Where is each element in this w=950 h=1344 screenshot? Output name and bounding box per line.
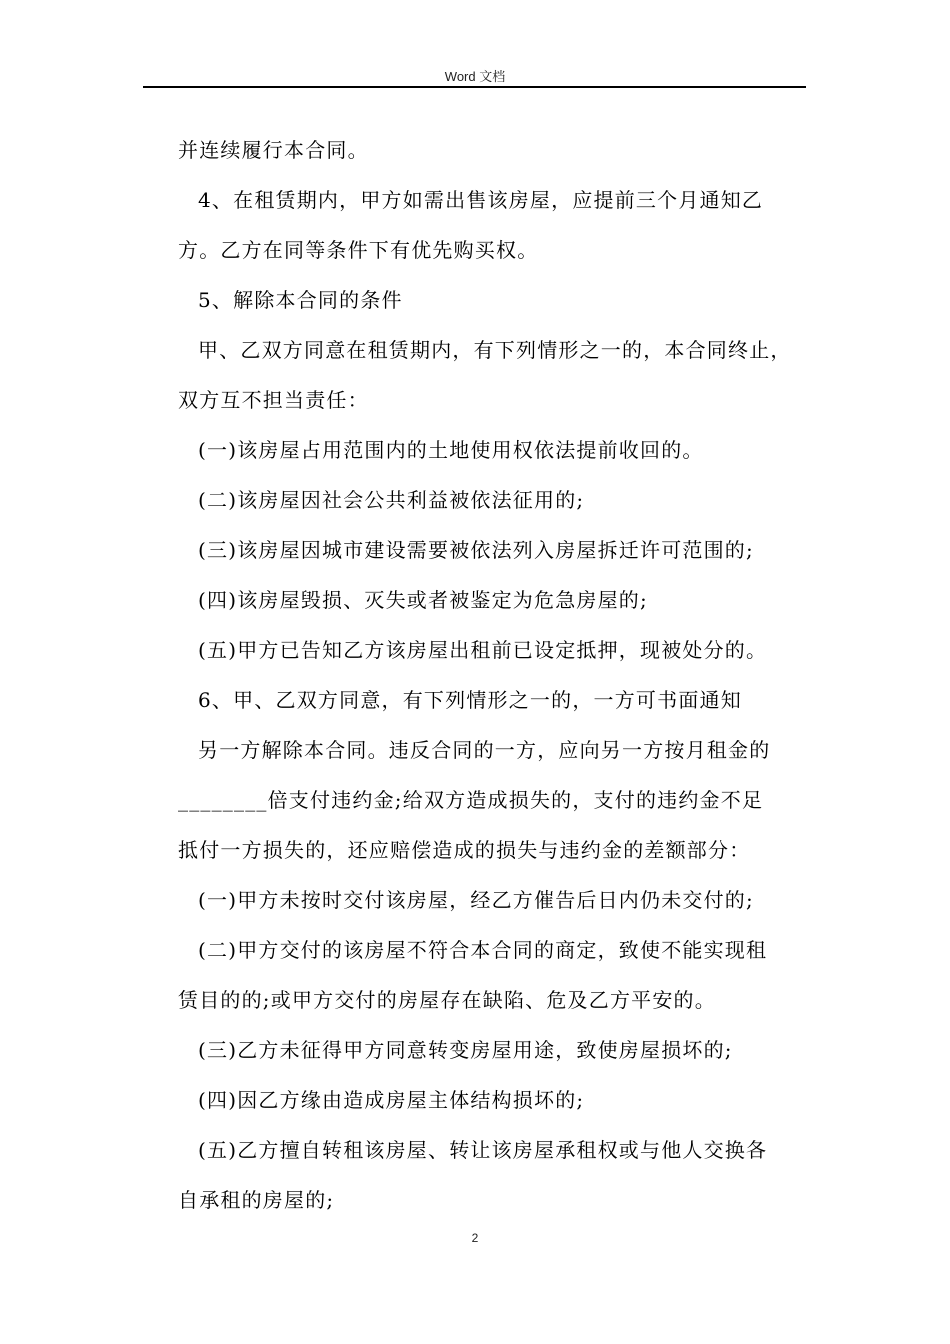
body-line: 甲、乙双方同意在租赁期内，有下列情形之一的，本合同终止，: [198, 338, 792, 362]
body-line: 赁目的的;或甲方交付的房屋存在缺陷、危及乙方平安的。: [178, 988, 716, 1012]
body-line: (四)该房屋毁损、灭失或者被鉴定为危急房屋的;: [198, 588, 648, 612]
body-line: 并连续履行本合同。: [178, 138, 369, 162]
header-title: Word 文档: [444, 69, 506, 84]
body-line: 抵付一方损失的，还应赔偿造成的损失与违约金的差额部分：: [178, 838, 751, 862]
body-line: 4、在租赁期内，甲方如需出售该房屋，应提前三个月通知乙: [198, 188, 764, 212]
body-line: 自承租的房屋的;: [178, 1188, 335, 1212]
body-line: (四)因乙方缘由造成房屋主体结构损坏的;: [198, 1088, 585, 1112]
body-line: (二)该房屋因社会公共利益被依法征用的;: [198, 488, 585, 512]
body-line: 6、甲、乙双方同意，有下列情形之一的，一方可书面通知: [198, 688, 742, 712]
body-line: (一)该房屋占用范围内的土地使用权依法提前收回的。: [198, 438, 704, 462]
body-line: (五)甲方已告知乙方该房屋出租前已设定抵押，现被处分的。: [198, 638, 768, 662]
body-line: 双方互不担当责任：: [178, 388, 369, 412]
body-line: (二)甲方交付的该房屋不符合本合同的商定，致使不能实现租: [198, 938, 768, 962]
body-line: (三)该房屋因城市建设需要被依法列入房屋拆迁许可范围的;: [198, 538, 754, 562]
body-line: (一)甲方未按时交付该房屋，经乙方催告后日内仍未交付的;: [198, 888, 754, 912]
body-line: ________倍支付违约金;给双方造成损失的，支付的违约金不足: [178, 788, 764, 812]
header-divider: [143, 86, 806, 88]
body-line: (五)乙方擅自转租该房屋、转让该房屋承租权或与他人交换各: [198, 1138, 768, 1162]
page-number: 2: [471, 1231, 479, 1245]
body-line: 方。乙方在同等条件下有优先购买权。: [178, 238, 539, 262]
body-line: 5、解除本合同的条件: [198, 288, 403, 312]
body-line: 另一方解除本合同。违反合同的一方，应向另一方按月租金的: [198, 738, 771, 762]
body-line: (三)乙方未征得甲方同意转变房屋用途，致使房屋损坏的;: [198, 1038, 733, 1062]
